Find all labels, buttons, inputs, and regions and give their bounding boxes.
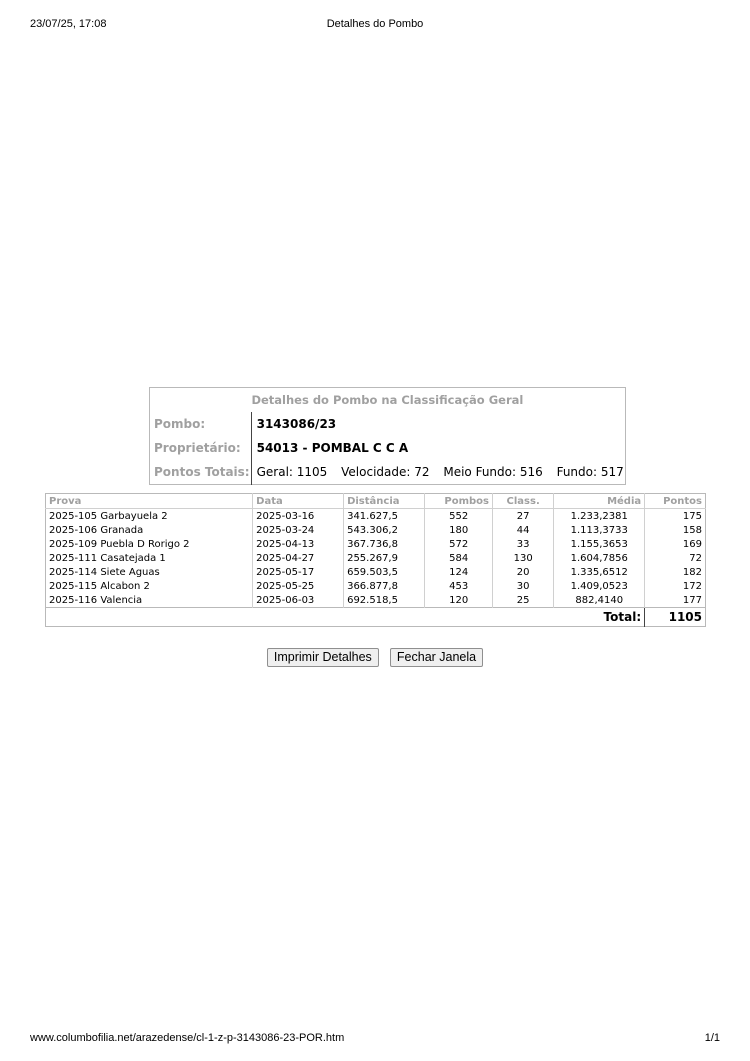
total-row xyxy=(46,608,706,627)
cell-distancia: 341.627,5 xyxy=(344,509,425,524)
cell-pombos: 552 xyxy=(425,509,493,524)
results-table xyxy=(45,493,706,627)
pombo-label: Pombo: xyxy=(150,412,252,436)
results-header-row xyxy=(46,494,706,509)
total-label: Total: xyxy=(46,608,645,627)
cell-class: 20 xyxy=(493,565,554,579)
pontos-label: Pontos Totais: xyxy=(150,460,252,485)
header-class: Class. xyxy=(493,494,554,509)
cell-pontos: 182 xyxy=(682,566,702,578)
cell-class: 25 xyxy=(493,593,554,608)
cell-pontos: 158 xyxy=(682,524,702,536)
cell-data: 2025-03-24 xyxy=(253,523,344,537)
print-page-number: 1/1 xyxy=(704,1032,720,1044)
cell-pombos: 572 xyxy=(425,537,493,551)
cell-prova: 2025-115 Alcabon 2 xyxy=(46,579,253,593)
cell-distancia: 659.503,5 xyxy=(344,565,425,579)
table-row xyxy=(46,593,706,608)
cell-media: 882,4140 xyxy=(554,593,645,608)
close-window-button[interactable]: Fechar Janela xyxy=(390,648,483,667)
cell-data: 2025-04-13 xyxy=(253,537,344,551)
print-datetime: 23/07/25, 17:08 xyxy=(30,18,107,30)
table-row xyxy=(46,537,706,551)
header-distancia: Distância xyxy=(344,494,425,509)
header-media: Média xyxy=(554,494,645,509)
cell-media: 1.604,7856 xyxy=(554,551,645,565)
summary-heading: Detalhes do Pombo na Classificação Geral xyxy=(251,393,524,407)
pontos-fundo: Fundo: 517 xyxy=(556,465,624,479)
cell-media: 1.233,2381 xyxy=(554,509,645,524)
table-row xyxy=(46,509,706,524)
cell-prova: 2025-105 Garbayuela 2 xyxy=(46,509,253,524)
cell-pontos: 177 xyxy=(682,594,702,606)
cell-distancia: 543.306,2 xyxy=(344,523,425,537)
cell-prova: 2025-111 Casatejada 1 xyxy=(46,551,253,565)
cell-pontos: 175 xyxy=(682,510,702,522)
table-row xyxy=(46,565,706,579)
cell-distancia: 692.518,5 xyxy=(344,593,425,608)
cell-pombos: 180 xyxy=(425,523,493,537)
cell-pontos: 169 xyxy=(682,538,702,550)
cell-media: 1.335,6512 xyxy=(554,565,645,579)
cell-class: 30 xyxy=(493,579,554,593)
header-prova: Prova xyxy=(46,494,253,509)
cell-distancia: 367.736,8 xyxy=(344,537,425,551)
cell-pombos: 453 xyxy=(425,579,493,593)
pontos-velocidade: Velocidade: 72 xyxy=(341,465,430,479)
cell-data: 2025-05-17 xyxy=(253,565,344,579)
cell-data: 2025-04-27 xyxy=(253,551,344,565)
cell-data: 2025-06-03 xyxy=(253,593,344,608)
pontos-meio-fundo: Meio Fundo: 516 xyxy=(443,465,543,479)
print-footer xyxy=(0,1032,750,1048)
action-buttons xyxy=(0,646,750,667)
pombo-value: 3143086/23 xyxy=(256,417,337,431)
header-data: Data xyxy=(253,494,344,509)
cell-prova: 2025-109 Puebla D Rorigo 2 xyxy=(46,537,253,551)
cell-media: 1.409,0523 xyxy=(554,579,645,593)
header-pontos: Pontos xyxy=(645,494,706,509)
table-row xyxy=(46,551,706,565)
total-value: 1105 xyxy=(645,608,706,627)
pontos-values xyxy=(251,460,625,485)
cell-distancia: 366.877,8 xyxy=(344,579,425,593)
cell-pontos: 172 xyxy=(682,580,702,592)
cell-pombos: 120 xyxy=(425,593,493,608)
cell-data: 2025-03-16 xyxy=(253,509,344,524)
print-url: www.columbofilia.net/arazedense/cl-1-z-p-3143086-23-POR.htm xyxy=(30,1032,345,1044)
proprietario-value: 54013 - POMBAL C C A xyxy=(256,441,409,455)
proprietario-label: Proprietário: xyxy=(150,436,252,460)
cell-class: 33 xyxy=(493,537,554,551)
cell-media: 1.155,3653 xyxy=(554,537,645,551)
pontos-geral: Geral: 1105 xyxy=(256,465,328,479)
cell-distancia: 255.267,9 xyxy=(344,551,425,565)
print-details-button[interactable]: Imprimir Detalhes xyxy=(267,648,379,667)
summary-box xyxy=(149,387,626,485)
print-header xyxy=(0,18,750,34)
cell-pontos: 72 xyxy=(689,552,702,564)
cell-class: 44 xyxy=(493,523,554,537)
cell-prova: 2025-106 Granada xyxy=(46,523,253,537)
cell-class: 27 xyxy=(493,509,554,524)
cell-pombos: 584 xyxy=(425,551,493,565)
cell-class: 130 xyxy=(493,551,554,565)
header-pombos: Pombos xyxy=(425,494,493,509)
print-title: Detalhes do Pombo xyxy=(326,18,424,30)
cell-prova: 2025-116 Valencia xyxy=(46,593,253,608)
table-row xyxy=(46,523,706,537)
table-row xyxy=(46,579,706,593)
cell-pombos: 124 xyxy=(425,565,493,579)
cell-data: 2025-05-25 xyxy=(253,579,344,593)
cell-prova: 2025-114 Siete Aguas xyxy=(46,565,253,579)
cell-media: 1.113,3733 xyxy=(554,523,645,537)
